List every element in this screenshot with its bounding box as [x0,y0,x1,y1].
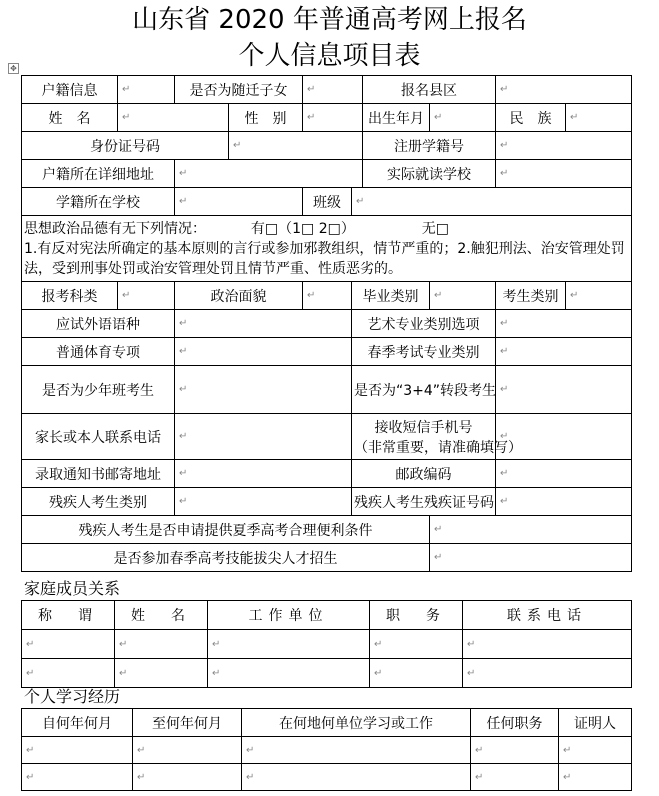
field-postcode[interactable]: ↵ [496,460,632,488]
field-school-of-record[interactable]: ↵ [175,188,303,216]
field-political-status[interactable]: ↵ [303,282,352,310]
family-header-relation: 称 谓 [22,601,115,630]
label-county: 报名县区 [363,76,496,104]
sms-phone-label: 接收短信手机号 [374,419,473,436]
field-mail-address[interactable]: ↵ [175,460,352,488]
personal-info-table [21,75,632,572]
family-cell[interactable]: ↵ [115,630,208,659]
label-name: 姓 名 [22,104,118,132]
label-ethnicity: 民 族 [496,104,566,132]
label-skill-selection: 是否参加春季高考技能拔尖人才招生 [22,544,430,572]
label-birth: 出生年月 [363,104,430,132]
edu-cell[interactable]: ↵ [133,737,242,764]
political-description: 1.有反对宪法所确定的基本原则的言行或参加邪教组织，情节严重的；2.触犯刑法、治安管理处罚法，受到刑事处罚或治安管理处罚且情节严重、性质恶劣的。 [24,240,625,277]
label-political-status: 政治面貌 [175,282,303,310]
field-gender[interactable]: ↵ [303,104,363,132]
field-name[interactable]: ↵ [118,104,229,132]
sms-phone-note: （非常重要，请准确填写） [354,439,522,456]
edu-header-witness: 证明人 [559,709,632,737]
label-art-category: 艺术专业类别选项 [352,310,496,338]
form-title-line1: 山东省 2020 年普通高考网上报名 [132,5,527,35]
edu-cell[interactable]: ↵ [22,737,133,764]
edu-cell[interactable]: ↵ [559,737,632,764]
edu-cell[interactable]: ↵ [471,737,559,764]
field-disabled-cert[interactable]: ↵ [496,488,632,516]
field-registered-no[interactable]: ↵ [496,132,632,160]
label-migrant-child: 是否为随迁子女 [175,76,303,104]
edu-header-place: 在何地何单位学习或工作 [242,709,471,737]
label-disabled-cert: 残疾人考生残疾证号码 [352,488,496,516]
label-three-plus-four: 是否为“3+4”转段考生 [352,366,496,414]
field-pe-specialty[interactable]: ↵ [175,338,352,366]
family-header-position: 职 务 [370,601,463,630]
family-cell[interactable]: ↵ [115,659,208,688]
edu-cell[interactable]: ↵ [22,764,133,791]
field-hukou-address[interactable]: ↵ [175,160,363,188]
edu-header-to: 至何年何月 [133,709,242,737]
edu-cell[interactable]: ↵ [242,737,471,764]
political-no-option[interactable]: 无□ [421,220,449,237]
label-pe-specialty: 普通体育专项 [22,338,175,366]
label-disabled-type: 残疾人考生类别 [22,488,175,516]
field-birth[interactable]: ↵ [430,104,496,132]
label-juvenile-class: 是否为少年班考生 [22,366,175,414]
field-candidate-type[interactable]: ↵ [566,282,632,310]
label-postcode: 邮政编码 [352,460,496,488]
family-section-title: 家庭成员关系 [24,579,121,598]
label-registered-no: 注册学籍号 [363,132,496,160]
form-title-line2: 个人信息项目表 [238,41,421,71]
family-cell[interactable]: ↵ [22,630,115,659]
family-cell[interactable]: ↵ [208,659,370,688]
field-sms-phone[interactable]: ↵ [496,414,632,460]
label-disabled-accommodation: 残疾人考生是否申请提供夏季高考合理便利条件 [22,516,430,544]
field-contact-phone[interactable]: ↵ [175,414,352,460]
field-three-plus-four[interactable]: ↵ [496,366,632,414]
family-cell[interactable]: ↵ [22,659,115,688]
field-class[interactable]: ↵ [352,188,632,216]
edu-cell[interactable]: ↵ [471,764,559,791]
field-migrant-child[interactable]: ↵ [303,76,363,104]
field-disabled-accommodation[interactable]: ↵ [430,516,632,544]
label-mail-address: 录取通知书邮寄地址 [22,460,175,488]
label-subject-category: 报考科类 [22,282,118,310]
label-hukou-info: 户籍信息 [22,76,118,104]
field-spring-exam[interactable]: ↵ [496,338,632,366]
edu-cell[interactable]: ↵ [242,764,471,791]
family-members-table [21,600,632,688]
family-header-phone: 联系电话 [463,601,632,630]
field-hukou-info[interactable]: ↵ [118,76,175,104]
education-section-title: 个人学习经历 [24,687,121,706]
label-gender: 性 别 [229,104,303,132]
family-cell[interactable]: ↵ [208,630,370,659]
label-foreign-lang: 应试外语语种 [22,310,175,338]
label-class: 班级 [303,188,352,216]
field-graduation-type[interactable]: ↵ [430,282,496,310]
label-actual-school: 实际就读学校 [363,160,496,188]
edu-header-from: 自何年何月 [22,709,133,737]
field-foreign-lang[interactable]: ↵ [175,310,352,338]
field-juvenile-class[interactable]: ↵ [175,366,352,414]
label-id-number: 身份证号码 [22,132,229,160]
label-sms-phone [352,414,522,460]
field-county[interactable]: ↵ [496,76,632,104]
study-history-table [21,708,632,791]
political-yes-option[interactable]: 有□（1□ 2□） [250,220,355,237]
label-hukou-address: 户籍所在详细地址 [22,160,175,188]
political-question: 思想政治品德有无下列情况： [24,220,206,237]
edu-header-role: 任何职务 [471,709,559,737]
family-header-name: 姓 名 [115,601,208,630]
field-skill-selection[interactable]: ↵ [430,544,632,572]
label-contact-phone: 家长或本人联系电话 [22,414,175,460]
family-cell[interactable]: ↵ [463,659,632,688]
family-header-workplace: 工作单位 [208,601,370,630]
field-disabled-type[interactable]: ↵ [175,488,352,516]
family-cell[interactable]: ↵ [370,659,463,688]
field-actual-school[interactable]: ↵ [496,160,632,188]
table-move-handle-icon[interactable]: ✥ [8,63,19,74]
edu-cell[interactable]: ↵ [559,764,632,791]
family-cell[interactable]: ↵ [463,630,632,659]
political-conduct-block [22,216,632,282]
family-cell[interactable]: ↵ [370,630,463,659]
label-candidate-type: 考生类别 [496,282,566,310]
field-id-number[interactable]: ↵ [229,132,363,160]
label-spring-exam: 春季考试专业类别 [352,338,496,366]
label-graduation-type: 毕业类别 [352,282,430,310]
field-ethnicity[interactable]: ↵ [566,104,632,132]
field-art-category[interactable]: ↵ [496,310,632,338]
field-subject-category[interactable]: ↵ [118,282,175,310]
label-school-of-record: 学籍所在学校 [22,188,175,216]
edu-cell[interactable]: ↵ [133,764,242,791]
